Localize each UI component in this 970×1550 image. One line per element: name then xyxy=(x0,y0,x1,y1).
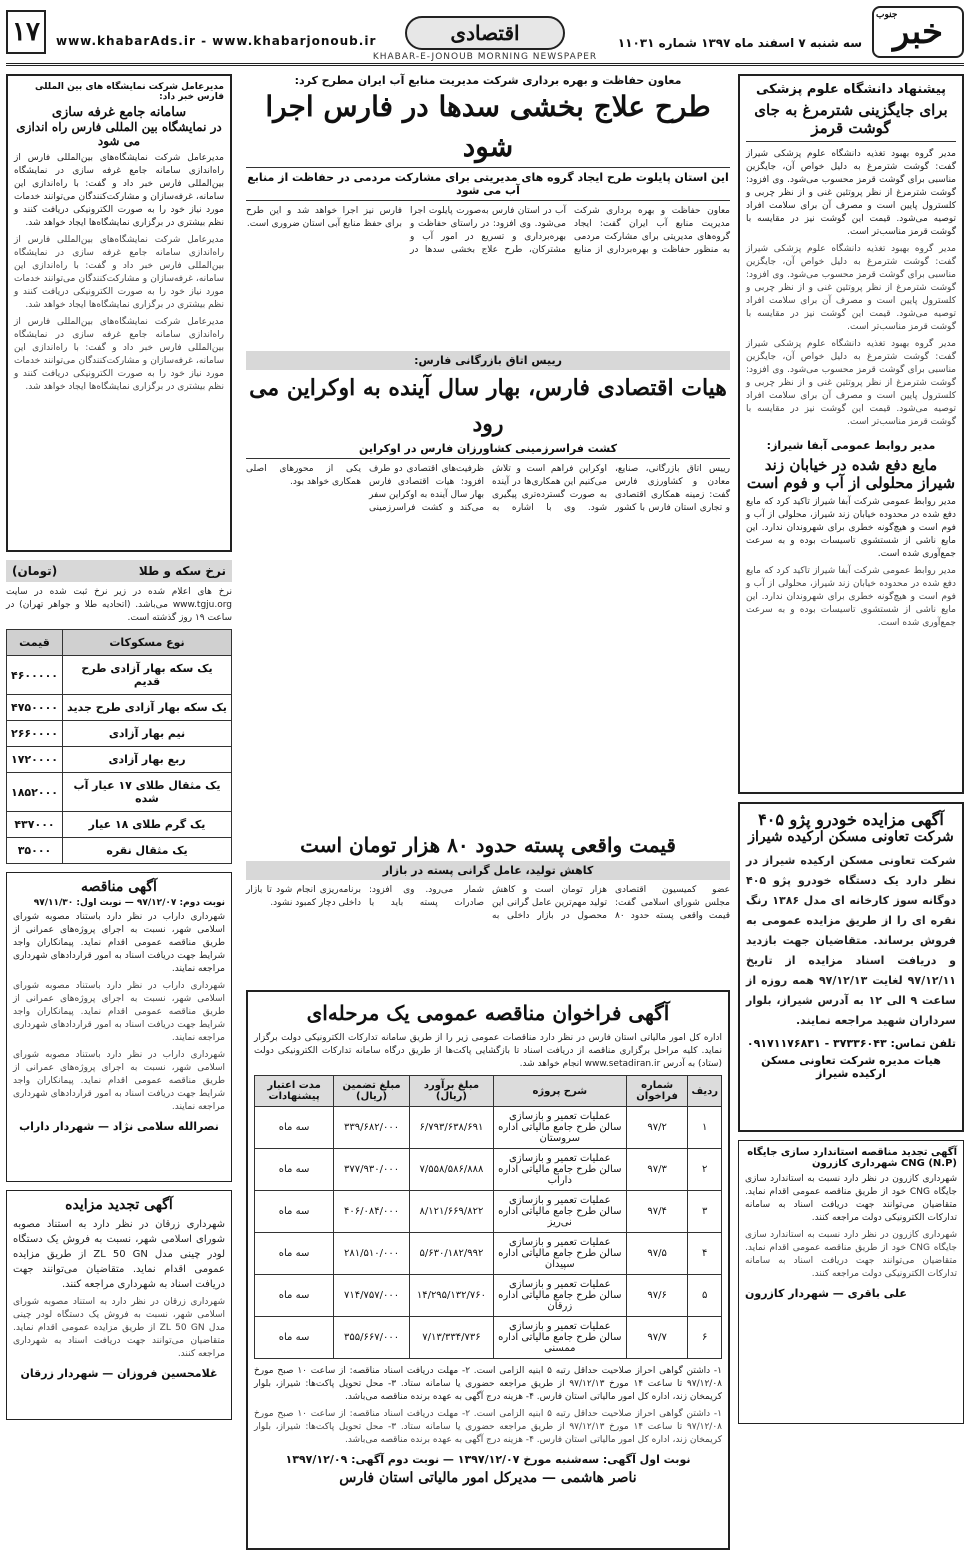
medical-article xyxy=(738,74,964,794)
table-row xyxy=(7,773,232,812)
cng-body-extra: شهرداری کازرون در نظر دارد نسبت به استاندارد سازی جایگاه CNG خود از طریق مناقصه عمومی اقدام نماید. متقاضیان می‌توانند جهت دریافت اسناد به سامانه تدارکات الکترونیکی دولت مراجعه کنند. xyxy=(745,1230,957,1279)
table-cell: ۵/۶۳۰/۱۸۲/۹۹۲ xyxy=(410,1233,494,1275)
tender-notes-extra: ۱- داشتن گواهی احراز صلاحیت حداقل رتبه ۵ ابنیه الزامی است. ۲- مهلت دریافت اسناد مناقصه: از ساعت ۱۰ صبح مورخ ۹۷/۱۲/۰۸ تا ساعت ۱۴ مورخ ۹۷/۱۲/۱۳ از طریق مراجعه حضوری یا سامانه ستاد. ۳- محل تحویل پاکت‌ها: شیراز، بلوار کریمخان زند، اداره کل امور مالیاتی استان فارس. ۴- هزینه درج آگهی به عهده برنده مناقصه می‌باشد. xyxy=(254,1409,723,1445)
table-cell: ۹۷/۴ xyxy=(626,1191,688,1233)
tender-title: آگهی فراخوان مناقصه عمومی یک مرحله‌ای xyxy=(306,1001,670,1025)
pistachio-bar: کاهش تولید، عامل گرانی پسته در بازار xyxy=(246,861,730,880)
expo-body-extra-2: مدیرعامل شرکت نمایشگاه‌های بین‌المللی فارس از راه‌اندازی سامانه جامع غرفه سازی در نمایشگاه بین‌المللی فارس خبر داد و گفت: با راه‌اندازی این سامانه، غرفه‌سازان و مشارکت‌کنندگان می‌توانند خدمات مورد نیاز خود را به صورت الکترونیکی دریافت کنند و نظم بیشتری در برگزاری نمایشگاه‌ها ایجاد خواهد شد. xyxy=(14,317,224,392)
zarghan-title: آگهی تجدید مزایده xyxy=(65,1197,173,1213)
center-column xyxy=(246,74,730,1486)
table-row xyxy=(255,1317,722,1359)
zarghan-auction-ad[interactable] xyxy=(6,1190,232,1420)
table-cell: ۵ xyxy=(688,1275,722,1317)
tender-signature: ناصر هاشمی — مدیرکل امور مالیاتی استان فارس xyxy=(339,1470,637,1486)
water-body-extra: مدیر روابط عمومی شرکت آبفا شیراز تاکید کرد که مایع دفع شده در محدوده خیابان زند شیراز، محلولی از آب و فوم است و هیچ‌گونه خطری برای شهروندان ندارد. این مایع ناشی از شستشوی تاسیسات بوده و به سرعت جمع‌آوری شده است. xyxy=(746,566,956,628)
rates-header: نوع مسکوکات xyxy=(63,630,232,656)
table-cell: ۳۳۹/۶۸۲/۰۰۰ xyxy=(334,1107,410,1149)
table-cell: ۹۷/۳ xyxy=(626,1149,688,1191)
medical-body-extra-2: مدیر گروه بهبود تغذیه دانشگاه علوم پزشکی شیراز گفت: گوشت شترمرغ به دلیل خواص آن، جایگزین مناسبی برای گوشت قرمز محسوب می‌شود. وی افزود: گوشت شترمرغ از نظر پروتئین غنی و از نظر چربی و کلسترول پایین است و مصرف آن برای سلامت افراد توصیه می‌شود. قیمت این گوشت نیز در مقایسه با گوشت قرمز مناسب‌تر است. xyxy=(746,339,956,427)
zarghan-body: شهرداری زرقان در نظر دارد به استناد مصوبه شورای اسلامی شهر، نسبت به فروش یک دستگاه لودر چینی مدل ZL 50 GN از طریق مزایده عمومی اقدام نماید. متقاضیان می‌توانند جهت دریافت اسناد به شهرداری مراجعه کنند. xyxy=(13,1219,225,1290)
water-kicker: مدیر روابط عمومی آبفا شیراز: xyxy=(766,439,936,452)
table-row xyxy=(7,695,232,721)
table-cell: سه ماه xyxy=(255,1275,334,1317)
table-cell: ۱۷۲۰۰۰۰ xyxy=(7,747,63,773)
tender-header: مدت اعتبار پیشنهادات xyxy=(255,1076,334,1107)
logo-tag: جنوب xyxy=(876,10,898,20)
pistachio-headline: قیمت واقعی پسته حدود ۸۰ هزار تومان است xyxy=(300,833,676,857)
section-title: اقتصادی xyxy=(405,16,565,50)
lead-body: معاون حفاظت و بهره برداری شرکت مدیریت منابع آب ایران گفت: ایجاد گروه‌های مدیریتی برای مشارکت مردمی به منظور حفاظت و بهره‌برداری از منابع آب در استان فارس به‌صورت پایلوت اجرا می‌شود. وی افزود: در راستای حفاظت و بهره‌برداری و تسریع در امور آب و مشترکان، طرح علاج بخشی سدها در فارس نیز اجرا خواهد شد و این طرح برای حفظ منابع آبی استان ضروری است. xyxy=(246,206,730,255)
expo-body-extra: مدیرعامل شرکت نمایشگاه‌های بین‌المللی فارس از راه‌اندازی سامانه جامع غرفه سازی در نمایشگاه بین‌المللی فارس خبر داد و گفت: با راه‌اندازی این سامانه، غرفه‌سازان و مشارکت‌کنندگان می‌توانند خدمات مورد نیاز خود را به صورت الکترونیکی دریافت کنند و نظم بیشتری در برگزاری نمایشگاه‌ها ایجاد خواهد شد. xyxy=(14,235,224,310)
table-row xyxy=(7,656,232,695)
rates-title: نرخ سکه و طلا xyxy=(138,564,226,578)
table-cell: نیم بهار آزادی xyxy=(63,721,232,747)
medical-body: مدیر گروه بهبود تغذیه دانشگاه علوم پزشکی شیراز گفت: گوشت شترمرغ به دلیل خواص آن، جایگزین مناسبی برای گوشت قرمز محسوب می‌شود. وی افزود: گوشت شترمرغ از نظر پروتئین غنی و از نظر چربی و کلسترول پایین است و مصرف آن برای سلامت افراد توصیه می‌شود. قیمت این گوشت نیز در مقایسه با گوشت قرمز مناسب‌تر است. xyxy=(746,149,956,237)
table-cell: ۴۰۶/۰۸۴/۰۰۰ xyxy=(334,1191,410,1233)
table-cell: سه ماه xyxy=(255,1317,334,1359)
table-cell: عملیات تعمیر و بازسازی سالن طرح جامع مالیاتی اداره داراب xyxy=(493,1149,626,1191)
tender-notes: ۱- داشتن گواهی احراز صلاحیت حداقل رتبه ۵ ابنیه الزامی است. ۲- مهلت دریافت اسناد مناقصه: از ساعت ۱۰ صبح مورخ ۹۷/۱۲/۰۸ تا ساعت ۱۴ مورخ ۹۷/۱۲/۱۳ از طریق مراجعه حضوری یا سامانه ستاد. ۳- محل تحویل پاکت‌ها: شیراز، بلوار کریمخان زند، اداره کل امور مالیاتی استان فارس. ۴- هزینه درج آگهی به عهده برنده مناقصه می‌باشد. xyxy=(254,1366,723,1402)
tender-header: شرح پروژه xyxy=(493,1076,626,1107)
table-cell: ۷۱۴/۷۵۷/۰۰۰ xyxy=(334,1275,410,1317)
lead-headline: طرح علاج بخشی سدها در فارس اجرا شود xyxy=(265,90,711,163)
masthead xyxy=(6,6,964,66)
auction-phone[interactable]: تلفن تماس: ۳۷۳۳۶۰۴۳ - ۰۹۱۷۱۱۷۶۸۳۱ xyxy=(746,1037,956,1050)
darab-signature: نصرالله سلامی نژاد — شهردار داراب xyxy=(19,1120,219,1133)
tender-header: مبلغ تضمین (ریال) xyxy=(334,1076,410,1107)
table-cell: ۱ xyxy=(688,1107,722,1149)
rates-unit: (تومان) xyxy=(12,564,58,578)
page-number: ۱۷ xyxy=(6,10,46,54)
tender-header: مبلغ برآورد (ریال) xyxy=(410,1076,494,1107)
table-cell: ربع بهار آزادی xyxy=(63,747,232,773)
expo-headline: در نمایشگاه بین المللی فارس راه اندازی می شود xyxy=(16,120,222,148)
table-cell: ۳۵۰۰۰ xyxy=(7,838,63,864)
rates-title-bar xyxy=(6,560,232,582)
english-name: KHABAR-E-JONOUB MORNING NEWSPAPER xyxy=(372,52,598,62)
table-row xyxy=(7,747,232,773)
water-headline: مایع دفع شده در خیابان زند شیراز محلولی از آب و فوم است xyxy=(746,456,956,492)
website-links[interactable]: www.khabarAds.ir - www.khabarjonoub.ir xyxy=(56,34,377,48)
table-cell: ۷/۵۵۸/۵۸۶/۸۸۸ xyxy=(410,1149,494,1191)
darab-body-extra: شهرداری داراب در نظر دارد باستناد مصوبه شورای اسلامی شهر، نسبت به اجرای پروژه‌های عمرانی از طریق مناقصه عمومی اقدام نماید. پیمانکاران واجد شرایط جهت دریافت اسناد به امور قراردادهای شهرداری مراجعه نمایند. xyxy=(13,981,225,1043)
darab-tender-ad[interactable] xyxy=(6,872,232,1182)
cng-title: آگهی تجدید مناقصه استاندارد سازی جایگاه (CNG (N.P شهرداری کازرون xyxy=(747,1147,957,1169)
zarghan-signature: غلامحسین فروزان — شهردار زرقان xyxy=(20,1367,218,1380)
table-cell: ۴ xyxy=(688,1233,722,1275)
table-cell: یک سکه بهار آزادی طرح قدیم xyxy=(63,656,232,695)
table-cell: ۹۷/۷ xyxy=(626,1317,688,1359)
chamber-body: رییس اتاق بازرگانی، صنایع، معادن و کشاورزی فارس گفت: زمینه همکاری اقتصادی و تجاری استان فارس با کشور اوکراین فراهم است و تلاش می‌کنیم این همکاری‌ها در آینده به صورت گسترده‌تری پیگیری شود. وی با اشاره به ظرفیت‌های اقتصادی دو طرف افزود: هیات اقتصادی فارس بهار سال آینده به اوکراین سفر می‌کند و کشت فراسرزمینی یکی از محورهای اصلی همکاری خواهد بود. xyxy=(246,464,730,513)
table-cell: ۲ xyxy=(688,1149,722,1191)
issue-dateline: سه شنبه ۷ اسفند ماه ۱۳۹۷ شماره ۱۱۰۳۱ xyxy=(617,36,862,50)
medical-headline: برای جایگزینی شترمرغ به جای گوشت قرمز xyxy=(746,101,956,142)
table-cell: سه ماه xyxy=(255,1233,334,1275)
rates-header: قیمت xyxy=(7,630,63,656)
auction-signature: هیات مدیره شرکت تعاونی مسکن ارکیده شیراز xyxy=(761,1054,941,1080)
table-cell: عملیات تعمیر و بازسازی سالن طرح جامع مالیاتی اداره سپیدان xyxy=(493,1233,626,1275)
table-cell: ۴۶۰۰۰۰۰ xyxy=(7,656,63,695)
table-row xyxy=(255,1275,722,1317)
table-row xyxy=(7,812,232,838)
lead-subhead: این استان پایلوت طرح ایجاد گروه های مدیریتی برای مشارکت مردمی در حفاظت از منابع آب می شود xyxy=(246,167,730,201)
table-cell: ۶/۷۹۳/۶۳۸/۶۹۱ xyxy=(410,1107,494,1149)
table-cell: عملیات تعمیر و بازسازی سالن طرح جامع مالیاتی اداره نی‌ریز xyxy=(493,1191,626,1233)
darab-title: آگهی مناقصه xyxy=(81,879,157,895)
table-cell: ۷/۱۳/۳۳۴/۷۳۶ xyxy=(410,1317,494,1359)
table-cell: ۲۶۶۰۰۰۰ xyxy=(7,721,63,747)
pistachio-body: عضو کمیسیون اقتصادی مجلس شورای اسلامی گفت: قیمت واقعی پسته حدود ۸۰ هزار تومان است و کاهش تولید مهم‌ترین عامل گرانی این محصول در بازار داخلی به شمار می‌رود. وی افزود: صادرات پسته باید با برنامه‌ریزی انجام شود تا بازار داخلی دچار کمبود نشود. xyxy=(246,885,730,921)
table-cell: سه ماه xyxy=(255,1107,334,1149)
tender-header: ردیف xyxy=(688,1076,722,1107)
tender-intro: اداره کل امور مالیاتی استان فارس در نظر دارد مناقصات عمومی زیر را از طریق سامانه تدارکات الکترونیکی دولت برگزار نماید. کلیه مراحل برگزاری مناقصه از دریافت اسناد تا بازگشایی پاکت‌ها از طریق درگاه سامانه تدارکات الکترونیکی دولت (ستاد) به آدرس www.setadiran.ir انجام خواهد شد. xyxy=(254,1033,722,1069)
chamber-kicker: رییس اتاق بازرگانی فارس: xyxy=(246,351,730,370)
cng-tender-ad[interactable] xyxy=(738,1140,964,1424)
medical-body-extra: مدیر گروه بهبود تغذیه دانشگاه علوم پزشکی شیراز گفت: گوشت شترمرغ به دلیل خواص آن، جایگزین مناسبی برای گوشت قرمز محسوب می‌شود. وی افزود: گوشت شترمرغ از نظر پروتئین غنی و از نظر چربی و کلسترول پایین است و مصرف آن برای سلامت افراد توصیه می‌شود. قیمت این گوشت نیز در مقایسه با گوشت قرمز مناسب‌تر است. xyxy=(746,244,956,332)
table-cell: ۹۷/۲ xyxy=(626,1107,688,1149)
table-cell: ۱۸۵۲۰۰۰ xyxy=(7,773,63,812)
water-body: مدیر روابط عمومی شرکت آبفا شیراز تاکید کرد که مایع دفع شده در محدوده خیابان زند شیراز، محلولی از آب و فوم است و هیچ‌گونه خطری برای شهروندان ندارد. این مایع ناشی از شستشوی تاسیسات بوده و به سرعت جمع‌آوری شده است. xyxy=(746,497,956,559)
table-cell: یک گرم طلای ۱۸ عیار xyxy=(63,812,232,838)
zarghan-body-extra: شهرداری زرقان در نظر دارد به استناد مصوبه شورای اسلامی شهر، نسبت به فروش یک دستگاه لودر چینی مدل ZL 50 GN از طریق مزایده عمومی اقدام نماید. متقاضیان می‌توانند جهت دریافت اسناد به شهرداری مراجعه کنند. xyxy=(13,1297,225,1359)
medical-title: پیشنهاد دانشگاه علوم پزشکی xyxy=(755,82,947,97)
cng-body: شهرداری کازرون در نظر دارد نسبت به استاندارد سازی جایگاه CNG خود از طریق مناقصه عمومی اقدام نماید. متقاضیان می‌توانند جهت دریافت اسناد به سامانه تدارکات الکترونیکی دولت مراجعه کنند. xyxy=(745,1174,957,1223)
auction-ad[interactable] xyxy=(738,802,964,1132)
table-row xyxy=(7,838,232,864)
pistachio-story xyxy=(246,829,730,984)
table-cell: ۳۷۷/۹۳۰/۰۰۰ xyxy=(334,1149,410,1191)
cng-signature: علی باقری — شهردار کازرون xyxy=(745,1287,907,1300)
table-cell: سه ماه xyxy=(255,1191,334,1233)
table-cell: یک سکه بهار آزادی طرح جدید xyxy=(63,695,232,721)
table-cell: ۹۷/۶ xyxy=(626,1275,688,1317)
left-column xyxy=(6,74,232,1428)
auction-body: شرکت تعاونی مسکن ارکیده شیراز در نظر دارد یک دستگاه خودرو پژو ۴۰۵ دوگانه سوز کارخانه ای مدل ۱۳۸۶ رنگ نقره ای را از طریق مزایده عمومی به فروش برساند. متقاضیان جهت بازدید و دریافت اسناد مزایده از تاریخ ۹۷/۱۲/۱۱ لغایت ۹۷/۱۲/۱۳ همه روزه از ساعت ۹ الی ۱۲ به آدرس شیراز، بلوار سرداران شهید مراجعه نمایند. xyxy=(746,854,956,1027)
rates-source: نرخ های اعلام شده در زیر نرخ ثبت شده در سایت www.tgju.org می‌باشد. (اتحادیه طلا و جواهر تهران) در ساعت ۱۹ روز گذشته است. xyxy=(6,587,232,623)
table-row xyxy=(255,1107,722,1149)
table-cell: ۴۳۷۰۰۰ xyxy=(7,812,63,838)
chamber-story xyxy=(246,351,730,823)
newspaper-logo[interactable] xyxy=(872,6,964,58)
tender-header: شماره فراخوان xyxy=(626,1076,688,1107)
chamber-subhead: کشت فراسرزمینی کشاورزان فارس در اوکراین xyxy=(246,442,730,459)
table-cell: عملیات تعمیر و بازسازی سالن طرح جامع مالیاتی اداره ممسنی xyxy=(493,1317,626,1359)
table-cell: ۸/۱۲۱/۶۶۹/۸۲۲ xyxy=(410,1191,494,1233)
lead-kicker: معاون حفاظت و بهره برداری شرکت مدیریت منابع آب ایران مطرح کرد: xyxy=(294,74,682,87)
table-row xyxy=(255,1233,722,1275)
rates-table xyxy=(6,629,232,864)
chamber-headline: هیات اقتصادی فارس، بهار سال آینده به اوکراین می رود xyxy=(249,375,727,437)
lead-story xyxy=(246,74,730,345)
table-cell: ۹۷/۵ xyxy=(626,1233,688,1275)
tender-table xyxy=(254,1075,722,1359)
right-column xyxy=(738,74,964,1428)
table-cell: عملیات تعمیر و بازسازی سالن طرح جامع مالیاتی اداره زرقان xyxy=(493,1275,626,1317)
darab-body-extra-2: شهرداری داراب در نظر دارد باستناد مصوبه شورای اسلامی شهر، نسبت به اجرای پروژه‌های عمرانی از طریق مناقصه عمومی اقدام نماید. پیمانکاران واجد شرایط جهت دریافت اسناد به امور قراردادهای شهرداری مراجعه نمایند. xyxy=(13,1050,225,1112)
expo-body: مدیرعامل شرکت نمایشگاه‌های بین‌المللی فارس از راه‌اندازی سامانه جامع غرفه سازی در نمایشگاه بین‌المللی فارس خبر داد و گفت: با راه‌اندازی این سامانه، غرفه‌سازان و مشارکت‌کنندگان می‌توانند خدمات مورد نیاز خود را به صورت الکترونیکی دریافت کنند و نظم بیشتری در برگزاری نمایشگاه‌ها ایجاد خواهد شد. xyxy=(14,153,224,228)
table-row xyxy=(7,721,232,747)
auction-org: شرکت تعاونی مسکن ارکیده شیراز xyxy=(748,829,954,845)
auction-title: آگهی مزایده خودرو پژو ۴۰۵ xyxy=(758,810,944,829)
rates-header-row xyxy=(7,630,232,656)
table-row xyxy=(255,1191,722,1233)
table-cell: ۲۸۱/۵۱۰/۰۰۰ xyxy=(334,1233,410,1275)
logo-text: خبر xyxy=(892,12,944,52)
table-cell: ۳ xyxy=(688,1191,722,1233)
table-cell: عملیات تعمیر و بازسازی سالن طرح جامع مالیاتی اداره سروستان xyxy=(493,1107,626,1149)
gold-rates xyxy=(6,560,232,864)
table-cell: ۳۵۵/۶۶۷/۰۰۰ xyxy=(334,1317,410,1359)
darab-dates: نوبت دوم: ۹۷/۱۲/۰۷ — نوبت اول: ۹۷/۱۱/۳۰ xyxy=(33,898,225,908)
table-cell: ۱۴/۲۹۵/۱۳۲/۷۶۰ xyxy=(410,1275,494,1317)
table-cell: ۴۷۵۰۰۰۰ xyxy=(7,695,63,721)
table-row xyxy=(255,1149,722,1191)
table-cell: یک مثقال طلای ۱۷ عیار آب شده xyxy=(63,773,232,812)
table-cell: ۶ xyxy=(688,1317,722,1359)
expo-title: سامانه جامع غرفه سازی xyxy=(51,105,187,120)
darab-body: شهرداری داراب در نظر دارد باستناد مصوبه شورای اسلامی شهر، نسبت به اجرای پروژه‌های عمرانی از طریق مناقصه عمومی اقدام نماید. پیمانکاران واجد شرایط جهت دریافت اسناد به امور قراردادهای شهرداری مراجعه نمایند. xyxy=(13,912,225,974)
tender-ad[interactable] xyxy=(246,990,730,1550)
tender-dates: نوبت اول آگهی: سه‌شنبه مورخ ۱۳۹۷/۱۲/۰۷ — نوبت دوم آگهی: ۱۳۹۷/۱۲/۰۹ xyxy=(285,1453,691,1466)
tender-header-row xyxy=(255,1076,722,1107)
expo-kicker: مدیرعامل شرکت نمایشگاه های بین المللی فارس خبر داد: xyxy=(35,82,224,102)
table-cell: یک مثقال نقره xyxy=(63,838,232,864)
expo-article xyxy=(6,74,232,552)
table-cell: سه ماه xyxy=(255,1149,334,1191)
